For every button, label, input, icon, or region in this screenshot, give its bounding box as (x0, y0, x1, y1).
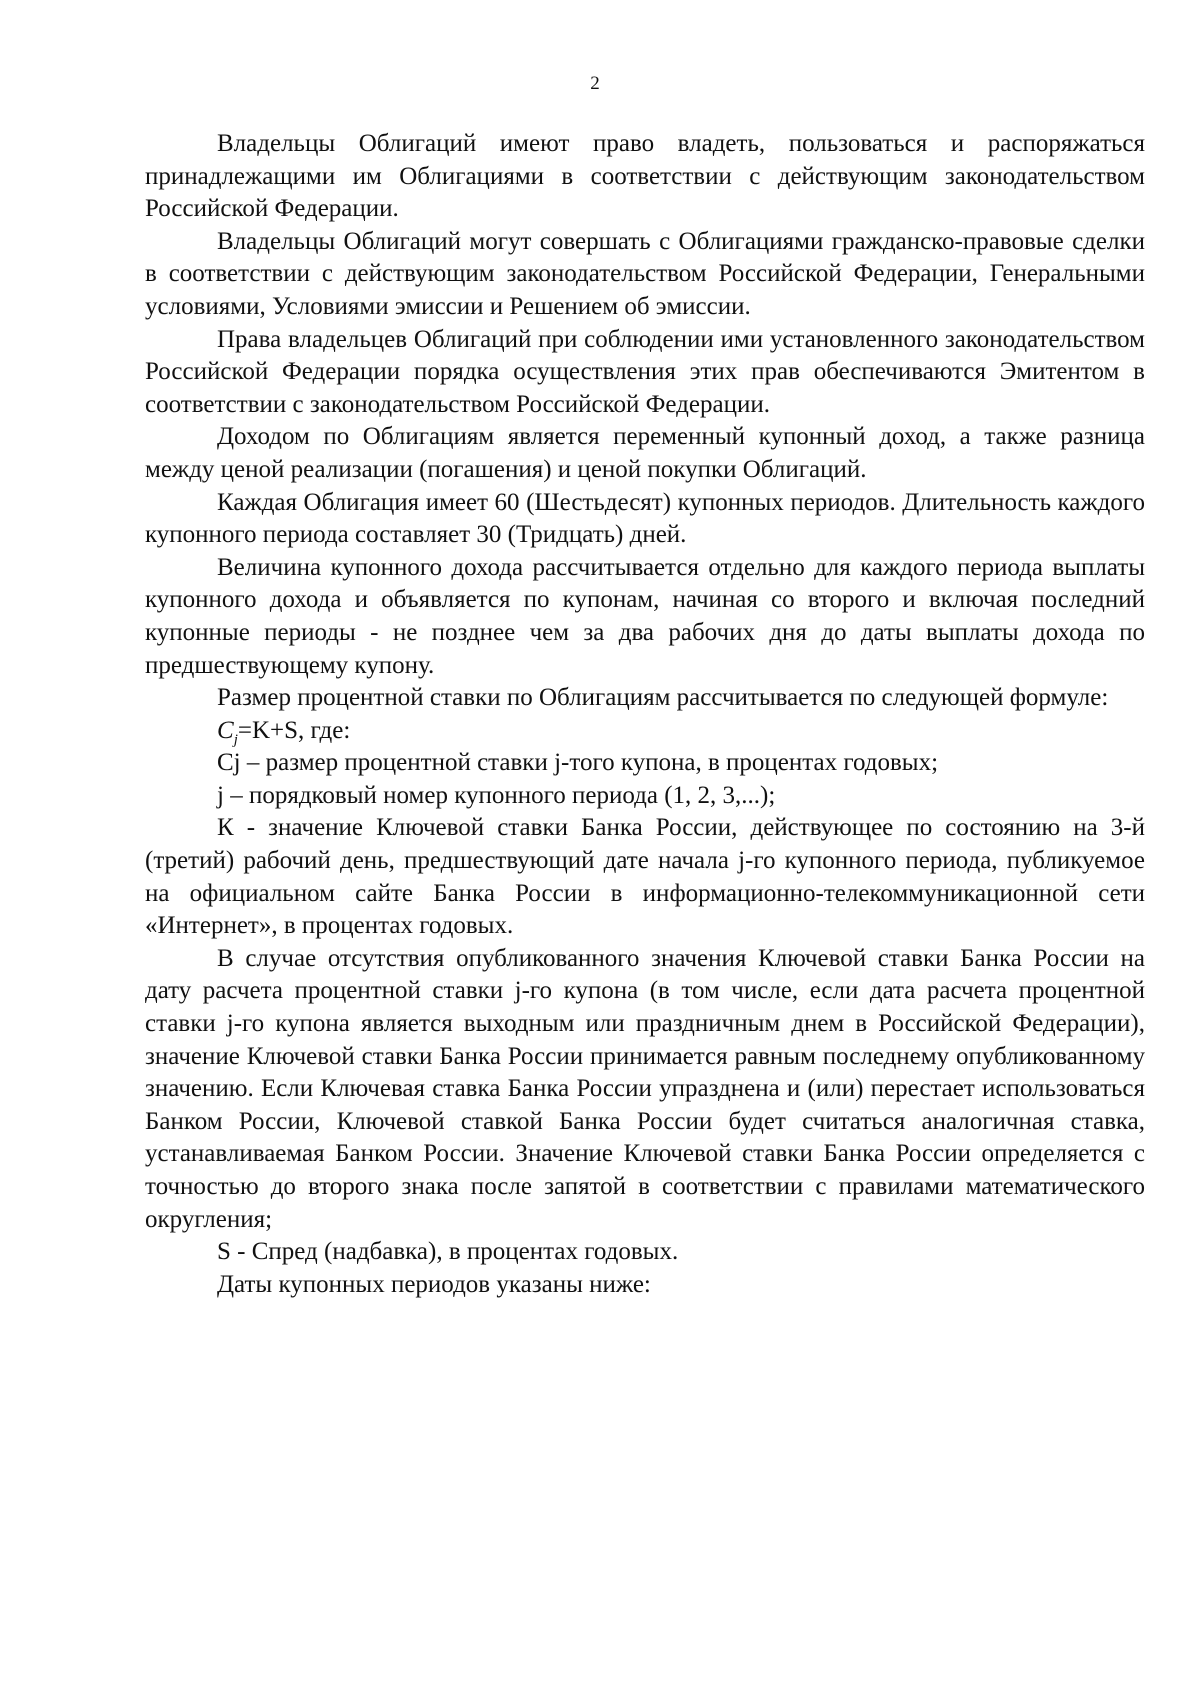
paragraph-rights-enforcement: Права владельцев Облигаций при соблюдении ими установленного законодательством Российской Федерации порядка осуществления этих прав обеспечиваются Эмитентом в соответствии с законодательством Российской Федерации. (145, 325, 1145, 418)
definition-cj: Cj – размер процентной ставки j-того купона, в процентах годовых; (217, 749, 939, 777)
paragraph-coupon-periods: Каждая Облигация имеет 60 (Шестьдесят) купонных периодов. Длительность каждого купонного периода составляет 30 (Тридцать) дней. (145, 488, 1145, 549)
formula-rest: =K+S, где: (237, 716, 351, 744)
paragraph-coupon-calculation: Величина купонного дохода рассчитывается отдельно для каждого периода выплаты купонного дохода и объявляется по купонам, начиная со второго и включая последний купонные периоды - не позднее чем за два рабочих дня до даты выплаты дохода по предшествующему купону. (145, 553, 1145, 679)
page-number: 2 (590, 73, 600, 94)
formula-subscript: j (233, 731, 238, 748)
definition-s: S - Спред (надбавка), в процентах годовых. (217, 1238, 679, 1266)
paragraph-formula-intro: Размер процентной ставки по Облигациям рассчитывается по следующей формуле: (217, 684, 1109, 712)
formula-symbol: $C_j$ (217, 716, 238, 748)
paragraph-coupon-dates-intro: Даты купонных периодов указаны ниже: (217, 1270, 651, 1298)
definition-k: К - значение Ключевой ставки Банка России, действующее по состоянию на 3-й (третий) рабочий день, предшествующий дате начала j-го купонного периода, публикуемое на официальном сайте Банка России в информационно-телекоммуникационной сети «Интернет», в процентах годовых. (145, 814, 1145, 940)
definition-j: j – порядковый номер купонного периода (1, 2, 3,...); (217, 781, 776, 809)
paragraph-civil-transactions: Владельцы Облигаций могут совершать с Облигациями гражданско-правовые сделки в соответствии с действующим законодательством Российской Федерации, Генеральными условиями, Условиями эмиссии и Решением об эмиссии. (145, 227, 1145, 320)
paragraph-income: Доходом по Облигациям является переменный купонный доход, а также разница между ценой реализации (погашения) и ценой покупки Облигаций. (145, 423, 1145, 483)
document-body (145, 128, 1145, 1301)
formula (145, 715, 1145, 748)
paragraph-owners-rights: Владельцы Облигаций имеют право владеть, пользоваться и распоряжаться принадлежащими им Облигациями в соответствии с действующим законодательством Российской Федерации. (145, 130, 1145, 223)
paragraph-key-rate-absence: В случае отсутствия опубликованного значения Ключевой ставки Банка России на дату расчета процентной ставки j-го купона (в том числе, если дата расчета процентной ставки j-го купона является выходным или праздничным днем в Российской Федерации), значение Ключевой ставки Банка России принимается равным последнему опубликованному значению. Если Ключевая ставка Банка России упразднена и (или) перестает использоваться Банком России, Ключевой ставкой Банка России будет считаться аналогичная ставка, устанавливаемая Банком России. Значение Ключевой ставки Банка России определяется с точностью до второго знака после запятой в соответствии с правилами математического округления; (145, 944, 1145, 1233)
